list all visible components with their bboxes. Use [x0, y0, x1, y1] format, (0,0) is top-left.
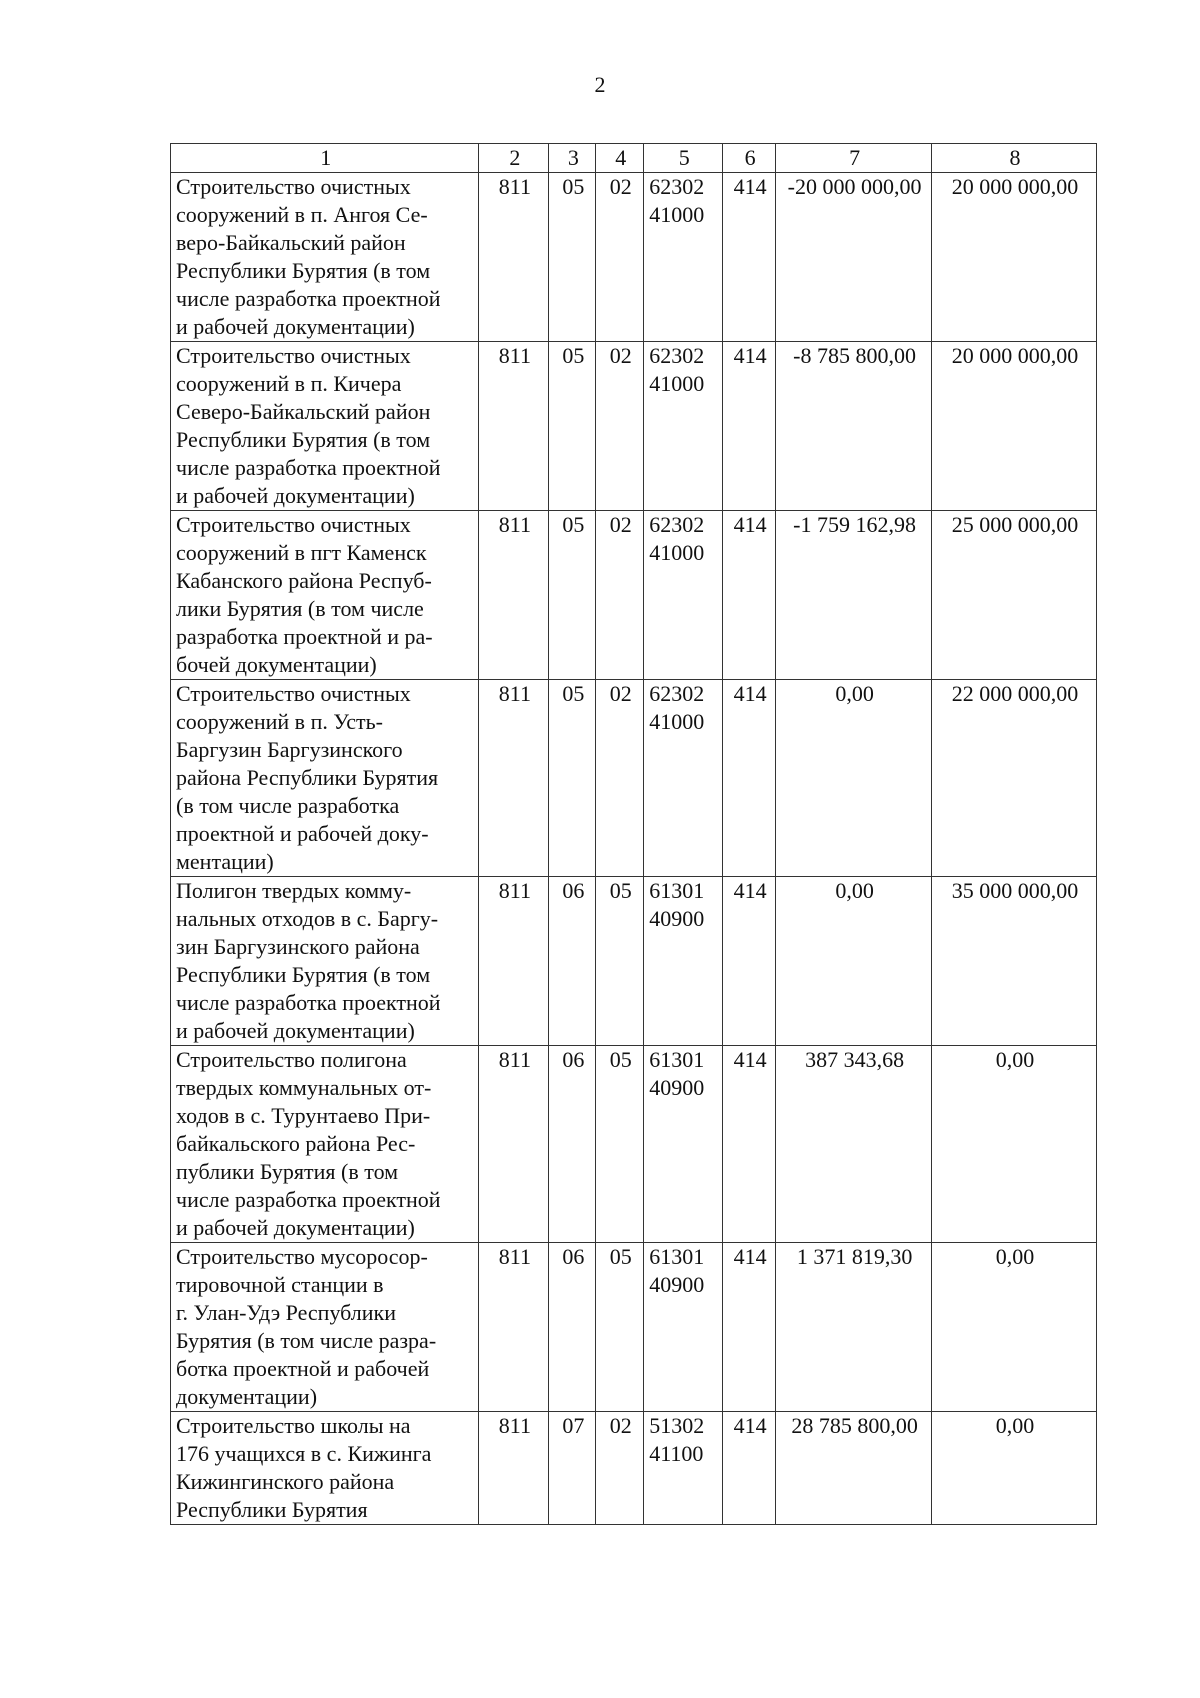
- section-cell: 05: [549, 173, 596, 342]
- table-row: [171, 342, 1097, 511]
- target-item-cell: 62302 41000: [644, 511, 723, 680]
- code-cell: 811: [479, 1243, 549, 1412]
- target-item-cell: 61301 40900: [644, 877, 723, 1046]
- subsection-cell: 05: [596, 1046, 644, 1243]
- object-name-cell: Строительство очистных сооружений в п. Кичера Северо-Байкальский район Республики Бурятия (в том числе разработка проектной и рабочей документации): [171, 342, 479, 511]
- subsection-cell: 05: [596, 877, 644, 1046]
- subsection-cell: 02: [596, 680, 644, 877]
- target-item-cell: 61301 40900: [644, 1046, 723, 1243]
- column-header: 4: [596, 144, 644, 173]
- amount-cell: 0,00: [776, 877, 932, 1046]
- subsection-cell: 02: [596, 342, 644, 511]
- expense-type-cell: 414: [723, 1046, 776, 1243]
- amount-cell: -20 000 000,00: [776, 173, 932, 342]
- amount-cell: 22 000 000,00: [932, 680, 1097, 877]
- target-item-cell: 62302 41000: [644, 342, 723, 511]
- expense-type-cell: 414: [723, 877, 776, 1046]
- code-cell: 811: [479, 680, 549, 877]
- amount-cell: 0,00: [932, 1046, 1097, 1243]
- expense-type-cell: 414: [723, 1243, 776, 1412]
- amount-cell: 0,00: [776, 680, 932, 877]
- code-cell: 811: [479, 877, 549, 1046]
- expense-type-cell: 414: [723, 680, 776, 877]
- expense-type-cell: 414: [723, 1412, 776, 1525]
- amount-cell: 20 000 000,00: [932, 173, 1097, 342]
- table-row: [171, 511, 1097, 680]
- table-row: [171, 680, 1097, 877]
- object-name-cell: Строительство полигона твердых коммунальных от- ходов в с. Турунтаево При- байкальского района Рес- публики Бурятия (в том числе разработка проектной и рабочей документации): [171, 1046, 479, 1243]
- amount-cell: 35 000 000,00: [932, 877, 1097, 1046]
- amount-cell: 28 785 800,00: [776, 1412, 932, 1525]
- column-header: 7: [776, 144, 932, 173]
- expense-type-cell: 414: [723, 342, 776, 511]
- object-name-cell: Строительство мусоросор- тировочной станции в г. Улан-Удэ Республики Бурятия (в том числе разра- ботка проектной и рабочей документации): [171, 1243, 479, 1412]
- object-name-cell: Строительство очистных сооружений в пгт Каменск Кабанского района Респуб- лики Бурятия (в том числе разработка проектной и ра- бочей документации): [171, 511, 479, 680]
- target-item-cell: 61301 40900: [644, 1243, 723, 1412]
- code-cell: 811: [479, 511, 549, 680]
- column-header: 5: [644, 144, 723, 173]
- expense-type-cell: 414: [723, 173, 776, 342]
- table-row: [171, 877, 1097, 1046]
- section-cell: 05: [549, 511, 596, 680]
- amount-cell: 387 343,68: [776, 1046, 932, 1243]
- amount-cell: 1 371 819,30: [776, 1243, 932, 1412]
- amount-cell: 0,00: [932, 1412, 1097, 1525]
- expense-type-cell: 414: [723, 511, 776, 680]
- amount-cell: -8 785 800,00: [776, 342, 932, 511]
- subsection-cell: 02: [596, 173, 644, 342]
- section-cell: 06: [549, 877, 596, 1046]
- subsection-cell: 02: [596, 1412, 644, 1525]
- target-item-cell: 62302 41000: [644, 680, 723, 877]
- budget-table: [170, 143, 1097, 1525]
- amount-cell: -1 759 162,98: [776, 511, 932, 680]
- code-cell: 811: [479, 173, 549, 342]
- column-header: 1: [171, 144, 479, 173]
- object-name-cell: Строительство очистных сооружений в п. Усть- Баргузин Баргузинского района Республики Бурятия (в том числе разработка проектной и рабочей доку- ментации): [171, 680, 479, 877]
- code-cell: 811: [479, 1046, 549, 1243]
- section-cell: 07: [549, 1412, 596, 1525]
- amount-cell: 20 000 000,00: [932, 342, 1097, 511]
- header-row: [171, 144, 1097, 173]
- object-name-cell: Строительство очистных сооружений в п. Ангоя Се- веро-Байкальский район Республики Бурятия (в том числе разработка проектной и рабочей документации): [171, 173, 479, 342]
- section-cell: 05: [549, 680, 596, 877]
- page-number: 2: [594, 72, 606, 97]
- column-header: 6: [723, 144, 776, 173]
- table-row: [171, 173, 1097, 342]
- object-name-cell: Полигон твердых комму- нальных отходов в с. Баргу- зин Баргузинского района Республики Бурятия (в том числе разработка проектной и рабочей документации): [171, 877, 479, 1046]
- amount-cell: 25 000 000,00: [932, 511, 1097, 680]
- table-row: [171, 1412, 1097, 1525]
- amount-cell: 0,00: [932, 1243, 1097, 1412]
- column-header: 8: [932, 144, 1097, 173]
- code-cell: 811: [479, 1412, 549, 1525]
- target-item-cell: 62302 41000: [644, 173, 723, 342]
- code-cell: 811: [479, 342, 549, 511]
- table-row: [171, 1243, 1097, 1412]
- subsection-cell: 02: [596, 511, 644, 680]
- target-item-cell: 51302 41100: [644, 1412, 723, 1525]
- table-row: [171, 1046, 1097, 1243]
- object-name-cell: Строительство школы на 176 учащихся в с. Кижинга Кижингинского района Республики Бурятия: [171, 1412, 479, 1525]
- section-cell: 05: [549, 342, 596, 511]
- column-header: 3: [549, 144, 596, 173]
- column-header: 2: [479, 144, 549, 173]
- section-cell: 06: [549, 1046, 596, 1243]
- section-cell: 06: [549, 1243, 596, 1412]
- subsection-cell: 05: [596, 1243, 644, 1412]
